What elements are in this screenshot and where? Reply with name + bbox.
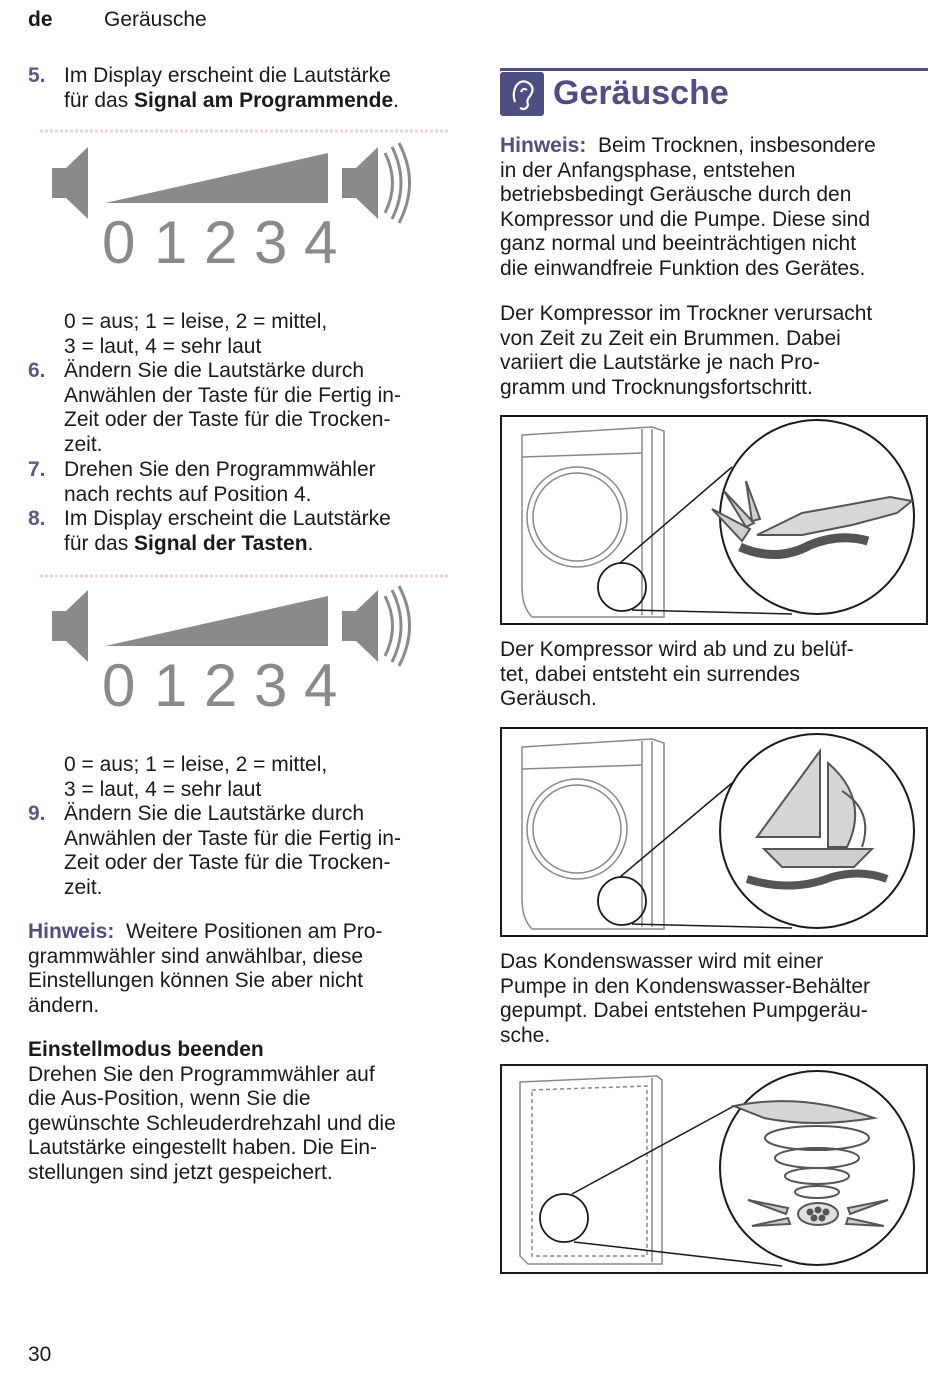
signal-name: Signal der Tasten: [134, 531, 308, 555]
note-label: Hinweis:: [500, 134, 587, 157]
volume-legend-1: 0 = aus; 1 = leise, 2 = mittel, 3 = laut, 4 = sehr laut: [64, 310, 328, 358]
step-number: 6.: [28, 359, 46, 382]
heading-rule: [500, 68, 928, 71]
volume-ramp: [105, 153, 328, 203]
speaker-loud-icon: [342, 143, 410, 223]
step-9: 9. Ändern Sie die Lautstärke durch Anwählen der Taste für die Fertig in- Zeit oder der Taste für die Trocken- zeit.: [28, 802, 401, 899]
section-heading: Geräusche: [553, 74, 729, 112]
speaker-quiet-icon: [52, 147, 88, 219]
scale-digit-1: 1: [154, 652, 188, 718]
dryer-illustration: [522, 739, 664, 929]
scale-digit-0: 0: [102, 652, 136, 718]
dryer-illustration: [522, 427, 664, 617]
language-code: de: [28, 8, 53, 31]
ear-icon: [500, 72, 544, 116]
signal-name: Signal am Programmende: [134, 88, 394, 112]
compressor-hum-paragraph: Der Kompressor im Trockner verursacht von Zeit zu Zeit ein Brummen. Dabei variiert die Lautstärke je nach Pro- gramm und Trocknungsfortschritt.: [500, 302, 873, 399]
scale-digit-2: 2: [204, 652, 238, 718]
compressor-fan-paragraph: Der Kompressor wird ab und zu belüf- tet, dabei entsteht ein surrendes Geräusch.: [500, 638, 854, 711]
dryer-side-illustration: [520, 1076, 662, 1264]
pump-figure: [500, 1064, 928, 1274]
step-number: 5.: [28, 64, 46, 87]
section-title: Geräusche: [104, 8, 207, 31]
volume-scale-figure: [30, 125, 455, 275]
scale-digit-2: 2: [204, 209, 238, 275]
compressor-fan-figure: [500, 727, 928, 937]
step-6: 6. Ändern Sie die Lautstärke durch Anwählen der Taste für die Fertig in- Zeit oder der Taste für die Trocken- zeit.: [28, 359, 401, 456]
exit-title: Einstellmodus beenden: [28, 1038, 264, 1061]
volume-ramp: [105, 596, 328, 646]
step-5: 5. Im Display erscheint die Lautstärke für das Signal am Programmende.: [28, 64, 458, 113]
left-note: Hinweis: Weitere Positionen am Pro- grammwähler sind anwählbar, diese Einstellungen können Sie aber nicht ändern.: [28, 920, 383, 1017]
step-number: 7.: [28, 458, 46, 481]
scale-digit-4: 4: [304, 209, 338, 275]
step-number: 9.: [28, 802, 46, 825]
exit-section: Einstellmodus beenden Drehen Sie den Programmwähler auf die Aus-Position, wenn Sie die gewünschte Schleuderdrehzahl und die Lautstärke eingestellt haben. Die Ein- stellungen sind jetzt gespeichert.: [28, 1038, 458, 1186]
volume-legend-2: 0 = aus; 1 = leise, 2 = mittel, 3 = laut, 4 = sehr laut: [64, 753, 328, 801]
speaker-quiet-icon: [52, 590, 88, 662]
speaker-loud-icon: [342, 586, 410, 666]
scale-digit-4: 4: [304, 652, 338, 718]
compressor-hum-figure: [500, 415, 928, 625]
page-number: 30: [28, 1343, 52, 1366]
scale-digit-1: 1: [154, 209, 188, 275]
scale-digit-3: 3: [254, 209, 288, 275]
scale-digit-0: 0: [102, 209, 136, 275]
note-label: Hinweis:: [28, 920, 115, 943]
step-text: Im Display erscheint die Lautstärke: [64, 64, 391, 87]
step-8: 8. Im Display erscheint die Lautstärke für das Signal der Tasten.: [28, 507, 391, 555]
step-number: 8.: [28, 507, 46, 530]
pump-paragraph: Das Kondenswasser wird mit einer Pumpe in den Kondenswasser-Behälter gepumpt. Dabei entstehen Pumpgeräu- sche.: [500, 950, 871, 1047]
step-7: 7. Drehen Sie den Programmwähler nach rechts auf Position 4.: [28, 458, 376, 506]
right-note: Hinweis: Beim Trocknen, insbesondere in der Anfangsphase, entstehen betriebsbedingt Geräusche durch den Kompressor und die Pumpe. Diese sind ganz normal und beeinträchtigen nicht die einwandfreie Funktion des Gerätes.: [500, 134, 876, 280]
volume-scale-figure: [30, 568, 455, 718]
scale-digit-3: 3: [254, 652, 288, 718]
